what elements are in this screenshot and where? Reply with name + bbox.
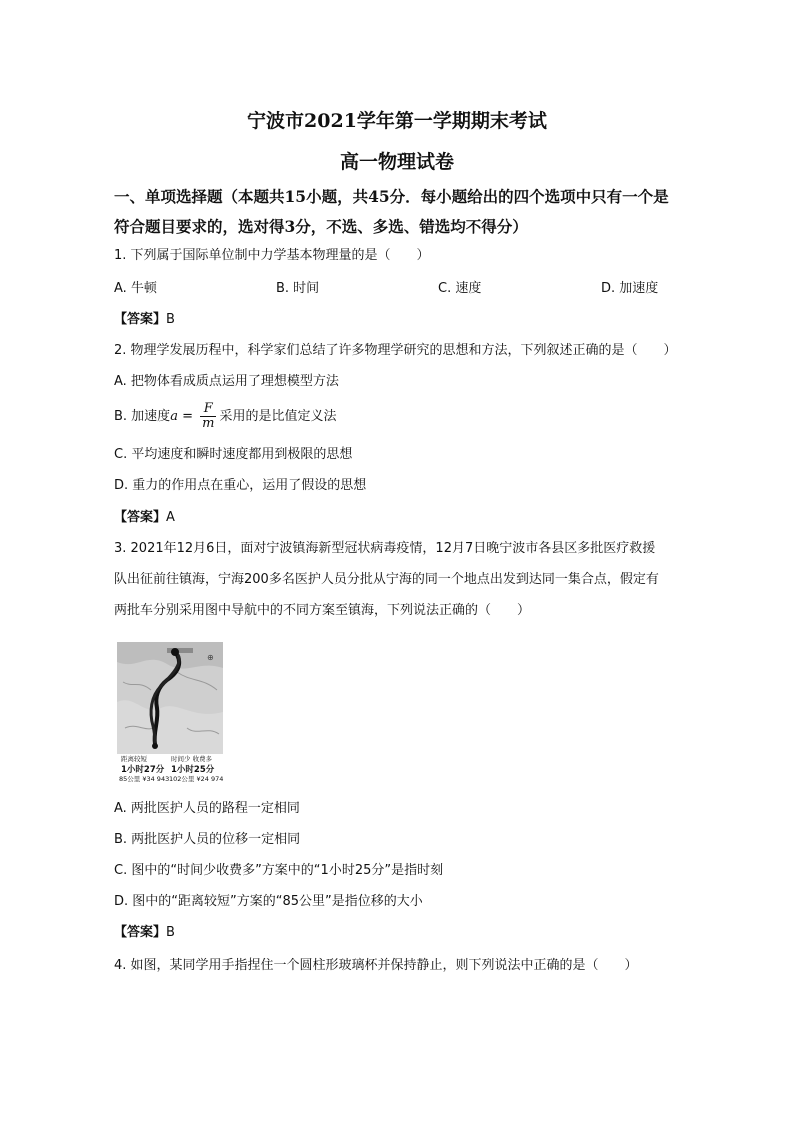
q2-answer-label: 【答案】 — [114, 510, 167, 525]
q2-option-a: A. 把物体看成质点运用了理想模型方法 — [114, 374, 339, 389]
q1-option-d: D. 加速度 — [601, 281, 659, 296]
q3-answer-value: B — [166, 925, 175, 940]
q2-option-c: C. 平均速度和瞬时速度都用到极限的思想 — [114, 447, 353, 462]
navigation-map-figure — [117, 642, 223, 784]
q2-option-d: D. 重力的作用点在重心，运用了假设的思想 — [114, 478, 367, 493]
exam-subtitle: 高一物理试卷 — [339, 151, 454, 173]
q3-stem-line-2: 队出征前往镇海，宁海200多名医护人员分批从宁海的同一个地点出发到达同一集合点，假定有 — [114, 572, 659, 587]
map-image — [117, 642, 223, 754]
q3-option-a: A. 两批医护人员的路程一定相同 — [114, 801, 300, 816]
q2-formula-eq: = — [177, 409, 198, 424]
q2-formula-denominator: m — [202, 416, 215, 431]
q3-option-d: D. 图中的“距离较短”方案的“85公里”是指位移的大小 — [114, 894, 423, 909]
route-right-detail: 102公里 ¥24 974 — [169, 775, 224, 783]
q2-formula-numerator: F — [200, 402, 216, 417]
q2-option-b-suffix: 采用的是比值定义法 — [219, 409, 337, 424]
q1-option-a: A. 牛顿 — [114, 281, 157, 296]
exam-title: 宁波市2021学年第一学期期末考试 — [247, 110, 547, 132]
q4-stem: 4. 如图，某同学用手指捏住一个圆柱形玻璃杯并保持静止，则下列说法中正确的是（ ） — [114, 958, 638, 973]
q3-stem-line-3: 两批车分别采用图中导航中的不同方案至镇海，下列说法正确的（ ） — [114, 603, 531, 618]
q1-stem: 1. 下列属于国际单位制中力学基本物理量的是（ ） — [114, 248, 430, 263]
q2-answer-value: A — [166, 510, 175, 525]
q3-option-c: C. 图中的“时间少收费多”方案中的“1小时25分”是指时刻 — [114, 863, 444, 878]
section-heading-line-1: 一、单项选择题（本题共15小题，共45分．每小题给出的四个选项中只有一个是 — [114, 187, 669, 206]
q2-option-b-prefix: B. 加速度 — [114, 409, 171, 424]
svg-text:⊕: ⊕ — [207, 653, 214, 662]
q3-option-b: B. 两批医护人员的位移一定相同 — [114, 832, 301, 847]
q1-answer — [114, 310, 175, 330]
route-left-detail: 85公里 ¥34 943 — [119, 775, 170, 783]
map-route-captions — [117, 755, 223, 784]
section-heading-line-2: 符合题目要求的，选对得3分，不选、多选、错选均不得分） — [114, 217, 528, 236]
route-left-time: 1小时27分 — [121, 765, 165, 775]
q1-answer-label: 【答案】 — [114, 312, 167, 327]
route-left-label: 距离较短 — [121, 755, 147, 763]
q3-answer-label: 【答案】 — [114, 925, 167, 940]
q2-answer — [114, 508, 175, 528]
route-right-time: 1小时25分 — [171, 765, 215, 775]
route-right-label: 时间少 收费多 — [171, 755, 213, 763]
q1-answer-value: B — [166, 312, 175, 327]
q3-answer — [114, 923, 175, 943]
q2-formula-var: a — [170, 409, 178, 424]
q1-option-b: B. 时间 — [276, 281, 320, 296]
q3-stem-line-1: 3. 2021年12月6日，面对宁波镇海新型冠状病毒疫情，12月7日晚宁波市各县区多批医疗救援 — [114, 541, 656, 556]
q2-formula-fraction — [200, 402, 216, 431]
q2-stem: 2. 物理学发展历程中，科学家们总结了许多物理学研究的思想和方法，下列叙述正确的是（ ） — [114, 343, 677, 358]
q2-option-b — [114, 400, 336, 434]
q1-option-c: C. 速度 — [438, 281, 482, 296]
